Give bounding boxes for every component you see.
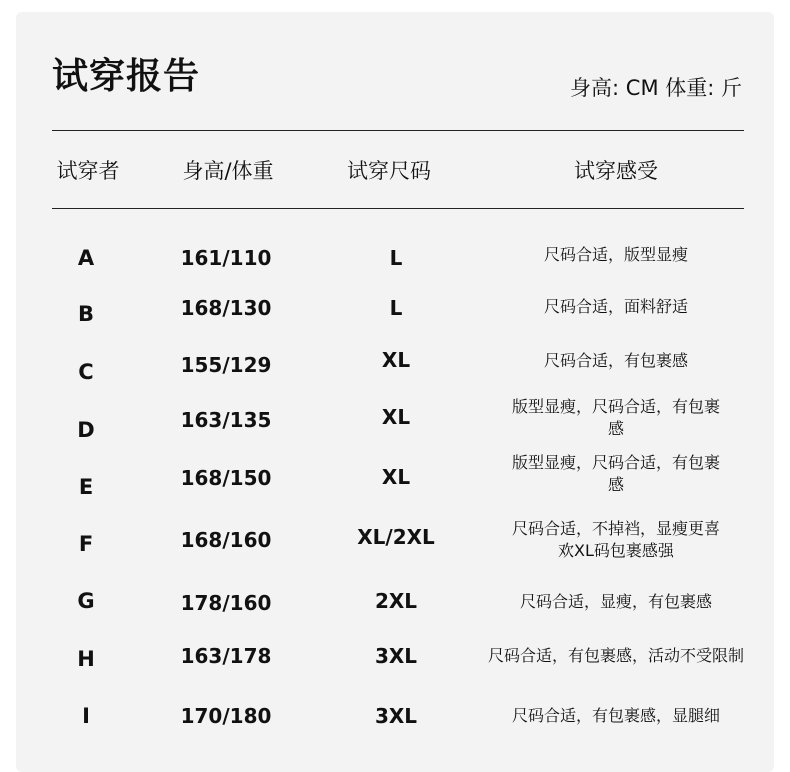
feeling-text: 尺码合适，版型显瘦 [543,245,688,264]
height-weight-value: 163/135 [180,408,272,432]
height-weight-value: 168/160 [180,528,272,552]
height-weight-value: 170/180 [180,704,272,728]
header-feeling: 试穿感受 [574,159,658,183]
size-value: 2XL [374,589,418,613]
feeling-text: 尺码合适，有包裹感 [543,351,688,370]
tester-name: H [77,647,95,671]
height-weight-value: 161/110 [180,246,272,270]
feeling-text: 版型显瘦，尺码合适，有包裹感 [511,397,720,438]
tester-name: F [78,532,94,556]
height-weight-value: 168/130 [180,296,272,320]
size-value: XL [381,348,411,372]
tester-name: G [77,589,95,613]
header-tester: 试穿者 [56,159,120,183]
height-weight-value: 163/178 [180,644,272,668]
header-height-weight: 身高/体重 [182,159,274,183]
tester-name: D [77,418,95,442]
size-value: L [389,296,403,320]
size-value: 3XL [374,704,418,728]
unit-note: 身高: CM 体重: 斤 [570,76,742,100]
feeling-text: 尺码合适，有包裹感，活动不受限制 [487,646,744,665]
feeling-text: 版型显瘦，尺码合适，有包裹感 [511,453,720,494]
size-value: XL [381,405,411,429]
tester-name: I [82,704,90,728]
height-weight-value: 178/160 [180,591,272,615]
feeling-text: 尺码合适，不掉裆，显瘦更喜欢XL码包裹感强 [511,519,720,560]
feeling-text: 尺码合适，面料舒适 [543,297,688,316]
feeling-text: 尺码合适，显瘦，有包裹感 [519,592,712,611]
tester-name: E [78,475,94,499]
tester-name: C [78,360,94,384]
tester-name: A [77,246,95,270]
top-divider [52,130,744,131]
page-title: 试穿报告 [52,56,201,97]
table-header [52,155,744,187]
feeling-text: 尺码合适，有包裹感，显腿细 [511,706,720,725]
size-value: 3XL [374,644,418,668]
size-value: XL/2XL [357,525,435,549]
header-size: 试穿尺码 [347,159,431,183]
tester-name: B [77,302,95,326]
height-weight-value: 168/150 [180,466,272,490]
height-weight-value: 155/129 [180,353,272,377]
header-divider [52,208,744,209]
size-value: L [389,246,403,270]
size-value: XL [381,465,411,489]
